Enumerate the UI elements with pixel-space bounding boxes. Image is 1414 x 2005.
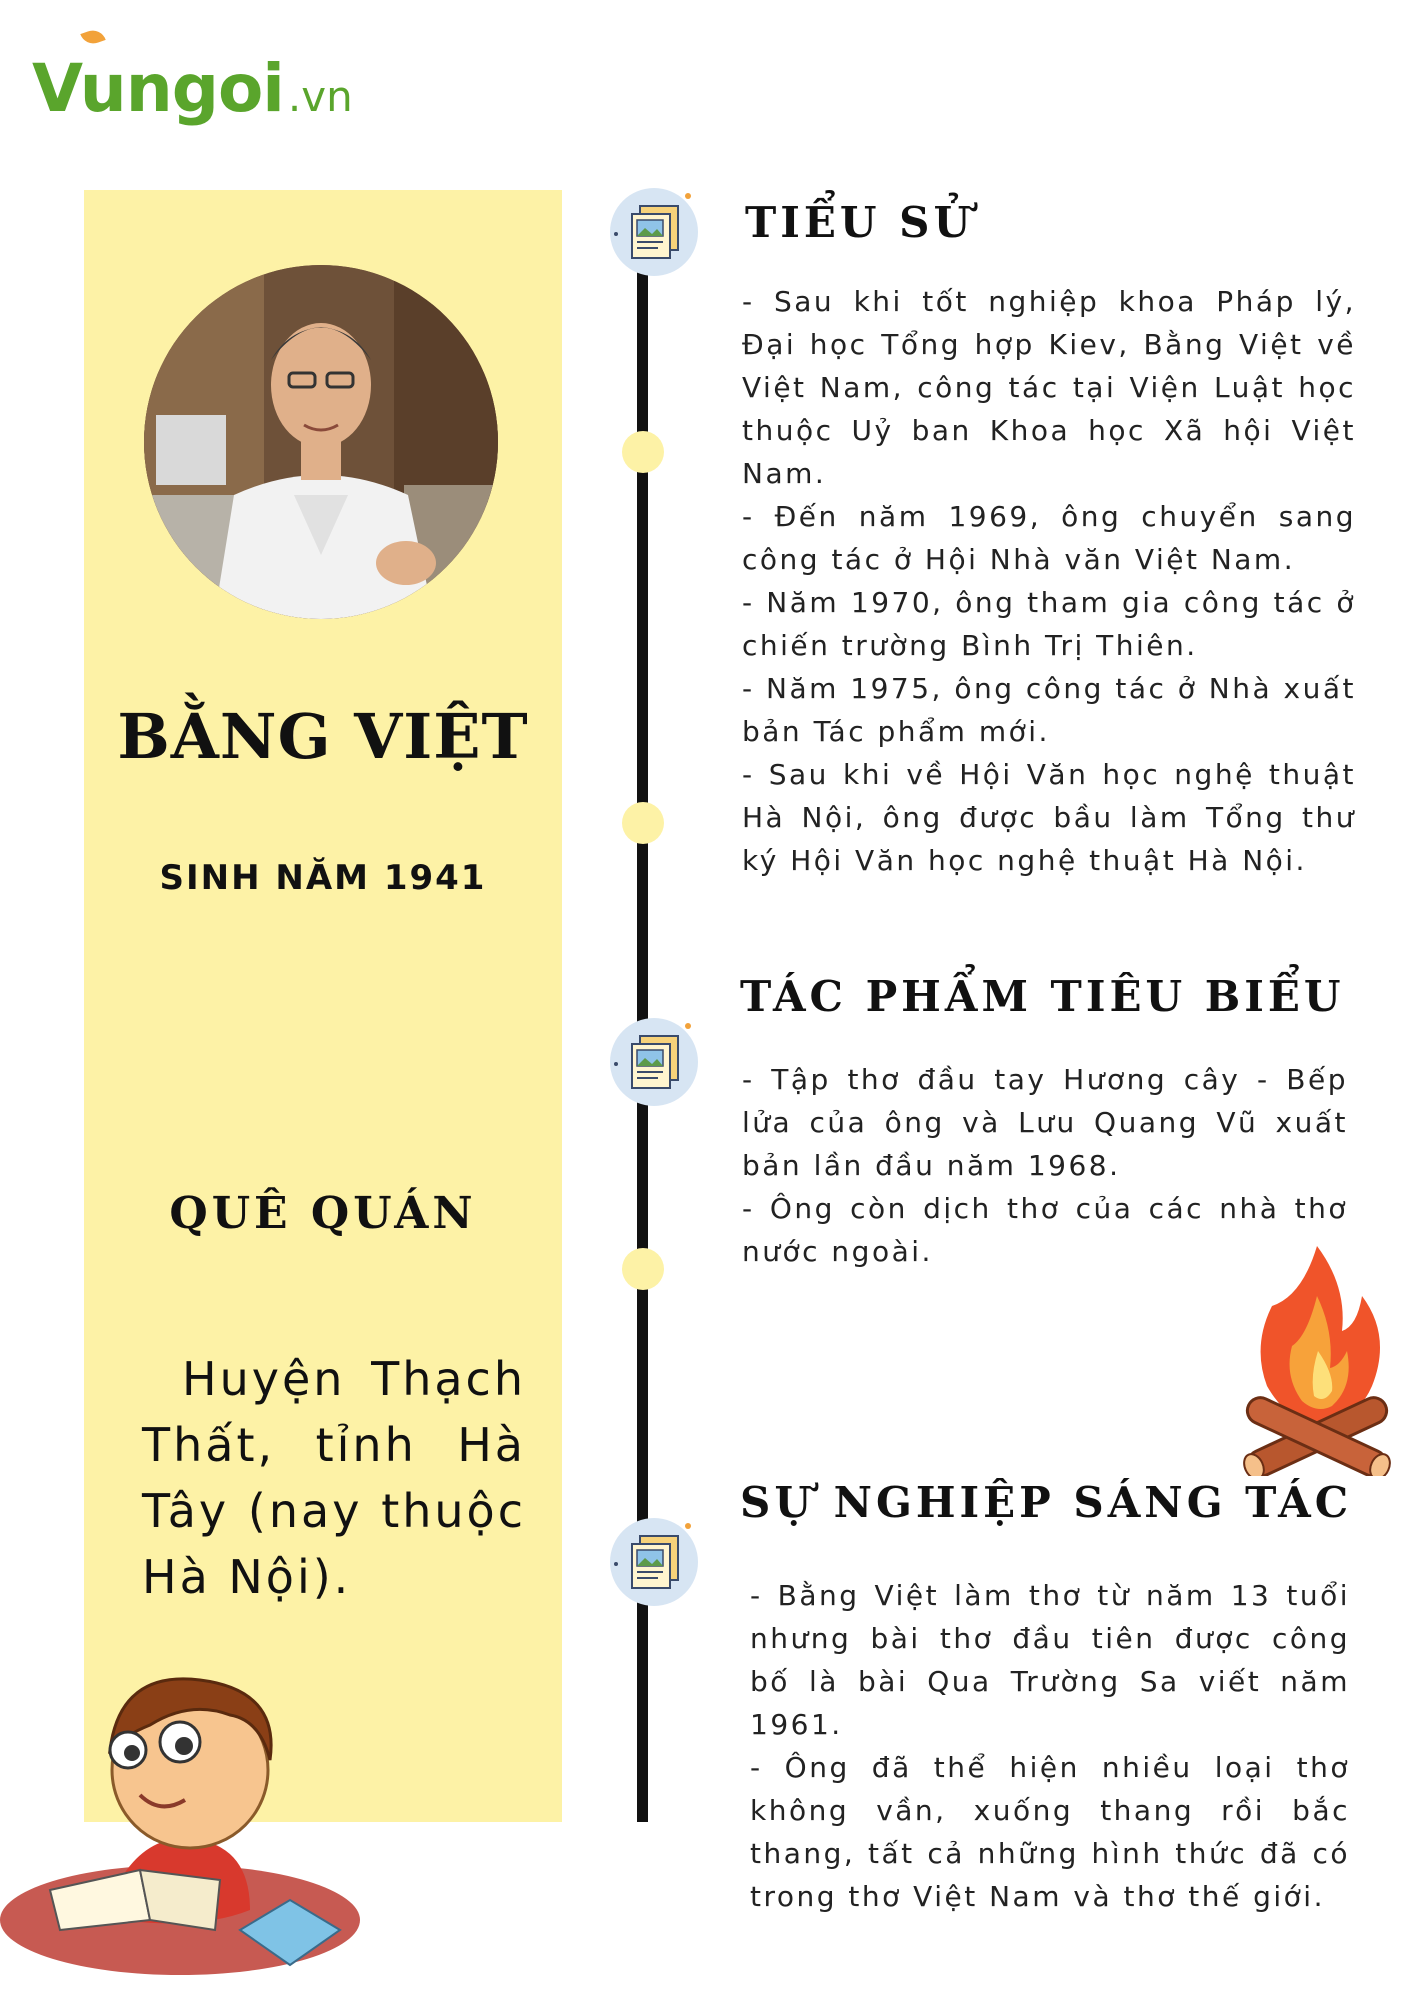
section-body-biography — [742, 280, 1356, 882]
birth-year: SINH NĂM 1941 — [159, 858, 487, 898]
paragraph: - Ông còn dịch thơ của các nhà thơ nước ngoài. — [742, 1192, 1348, 1268]
logo-domain: .vn — [287, 72, 353, 121]
paragraph: - Ông đã thể hiện nhiều loại thơ không vần, xuống thang rồi bắc thang, tất cả những hình thức đã có trong thơ Việt Nam và thơ thế giới. — [750, 1751, 1350, 1913]
newspaper-icon — [610, 188, 698, 276]
campfire-icon — [1232, 1236, 1402, 1476]
paragraph: - Sau khi tốt nghiệp khoa Pháp lý, Đại học Tổng hợp Kiev, Bằng Việt về Việt Nam, công tác tại Viện Luật học thuộc Uỷ ban Khoa học Xã hội Việt Nam. — [742, 285, 1356, 490]
paragraph: - Tập thơ đầu tay Hương cây - Bếp lửa của ông và Lưu Quang Vũ xuất bản lần đầu năm 1968. — [742, 1063, 1348, 1182]
logo-wordmark: Vungoi — [32, 50, 284, 127]
paragraph: - Bằng Việt làm thơ từ năm 13 tuổi nhưng bài thơ đầu tiên được công bố là bài Qua Trường Sa viết năm 1961. — [750, 1579, 1350, 1741]
timeline-dot — [622, 1248, 664, 1290]
section-body-career — [750, 1574, 1350, 1918]
newspaper-icon — [610, 1518, 698, 1606]
hometown-text: Huyện Thạch Thất, tỉnh Hà Tây (nay thuộc Hà Nội). — [142, 1352, 526, 1604]
section-title-works: TÁC PHẨM TIÊU BIỂU — [740, 972, 1345, 1021]
paragraph: - Sau khi về Hội Văn học nghệ thuật Hà Nội, ông được bầu làm Tổng thư ký Hội Văn học nghệ thuật Hà Nội. — [742, 758, 1356, 877]
timeline-dot — [622, 431, 664, 473]
paragraph: - Năm 1970, ông tham gia công tác ở chiến trường Bình Trị Thiên. — [742, 586, 1356, 662]
section-title-career: SỰ NGHIỆP SÁNG TÁC — [740, 1478, 1353, 1527]
paragraph: - Năm 1975, ông công tác ở Nhà xuất bản Tác phẩm mới. — [742, 672, 1357, 748]
newspaper-icon — [610, 1018, 698, 1106]
author-name: BẰNG VIỆT — [117, 700, 529, 773]
section-title-biography: TIỂU SỬ — [745, 198, 975, 247]
paragraph: - Đến năm 1969, ông chuyển sang công tác ở Hội Nhà văn Việt Nam. — [742, 500, 1356, 576]
author-portrait — [144, 265, 498, 619]
reading-boy-icon — [0, 1630, 380, 2000]
hometown-title: QUÊ QUÁN — [169, 1188, 477, 1239]
timeline-dot — [622, 802, 664, 844]
site-logo[interactable] — [32, 22, 353, 127]
